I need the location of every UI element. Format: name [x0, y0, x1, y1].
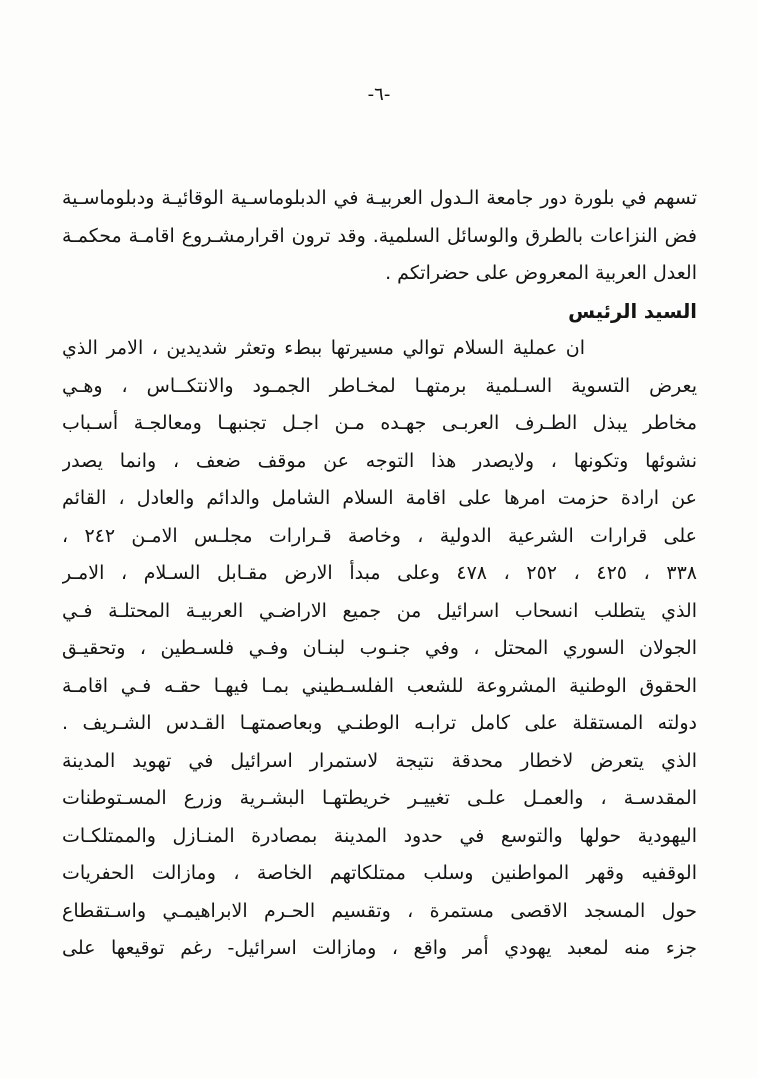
- text-line: على قرارات الشرعية الدولية ، وخاصة قـرارات مجلـس الامـن ٢٤٢ ،: [62, 524, 697, 547]
- text-line: نشوئها وتكونها ، ولايصدر هذا التوجه عن موقف ضعف ، وانما يصدر: [62, 449, 697, 472]
- page-number: -٦-: [367, 84, 391, 105]
- text-line: يعرض التسوية السـلمية برمتهـا لمخـاطر الجمـود والانتكــاس ، وهـي: [62, 374, 697, 397]
- text-line: الجولان السوري المحتل ، وفي جنـوب لبنـان وفـي فلسـطين ، وتحقيـق: [62, 637, 697, 659]
- text-line: عن ارادة حزمت امرها على اقامة السلام الشامل والدائم والعادل ، القائم: [62, 487, 697, 509]
- text-line: فض النزاعات بالطرق والوسائل السلمية. وقد ترون اقرارمشـروع اقامـة محكمـة: [62, 224, 697, 247]
- text-line: ان عملية السلام توالي مسيرتها ببطء وتعثر شديدين ، الامر الذي: [62, 337, 585, 359]
- text-line: مخاطر يبذل الطـرف العربـى جهـده مـن اجـل تجنبهـا ومعالجـة أسـباب: [62, 412, 697, 434]
- text-line: العدل العربية المعروض على حضراتكم .: [385, 262, 697, 284]
- text-line: دولته المستقلة على كامل ترابـه الوطنـي وبعاصمتهـا القـدس الشـريف .: [62, 712, 697, 734]
- text-line: حول المسجد الاقصى مستمرة ، وتقسيم الحـرم الابراهيمـي واسـتقطاع: [62, 899, 697, 922]
- text-line: ٣٣٨ ، ٤٢٥ ، ٢٥٢ ، ٤٧٨ وعلى مبدأ الارض مقـابل السـلام ، الامـر: [62, 562, 697, 584]
- text-line: جزء منه لمعبد يهودي أمر واقع ، ومازالت اسرائيل- رغم توقيعها على: [62, 937, 697, 959]
- text-line: المقدسـة ، والعمـل علـى تغييـر خريطتهـا البشـرية وزرع المسـتوطنات: [62, 787, 697, 809]
- text-line: الحقوق الوطنية المشروعة للشعب الفلسـطيني بمـا فيهـا حقـه فـي اقامـة: [62, 674, 697, 697]
- text-line: تسهم في بلورة دور جامعة الـدول العربيـة في الدبلوماسـية الوقائيـة ودبلوماسـية: [62, 187, 697, 209]
- section-heading: السيد الرئيس: [568, 299, 697, 323]
- text-line: الذي يتعرض لاخطار محدقة نتيجة لاستمرار اسرائيل في تهويد المدينة: [62, 749, 697, 772]
- text-line: الذي يتطلب انسحاب اسرائيل من جميع الاراضـي العربيـة المحتلـة فـي: [62, 599, 697, 622]
- text-line: اليهودية حولها والتوسع في حدود المدينة بمصادرة المنـازل والممتلكـات: [62, 824, 697, 847]
- text-line: الوقفيه وقهر المواطنين وسلب ممتلكاتهم الخاصة ، ومازالت الحفريات: [62, 862, 697, 884]
- document-body: [62, 180, 697, 968]
